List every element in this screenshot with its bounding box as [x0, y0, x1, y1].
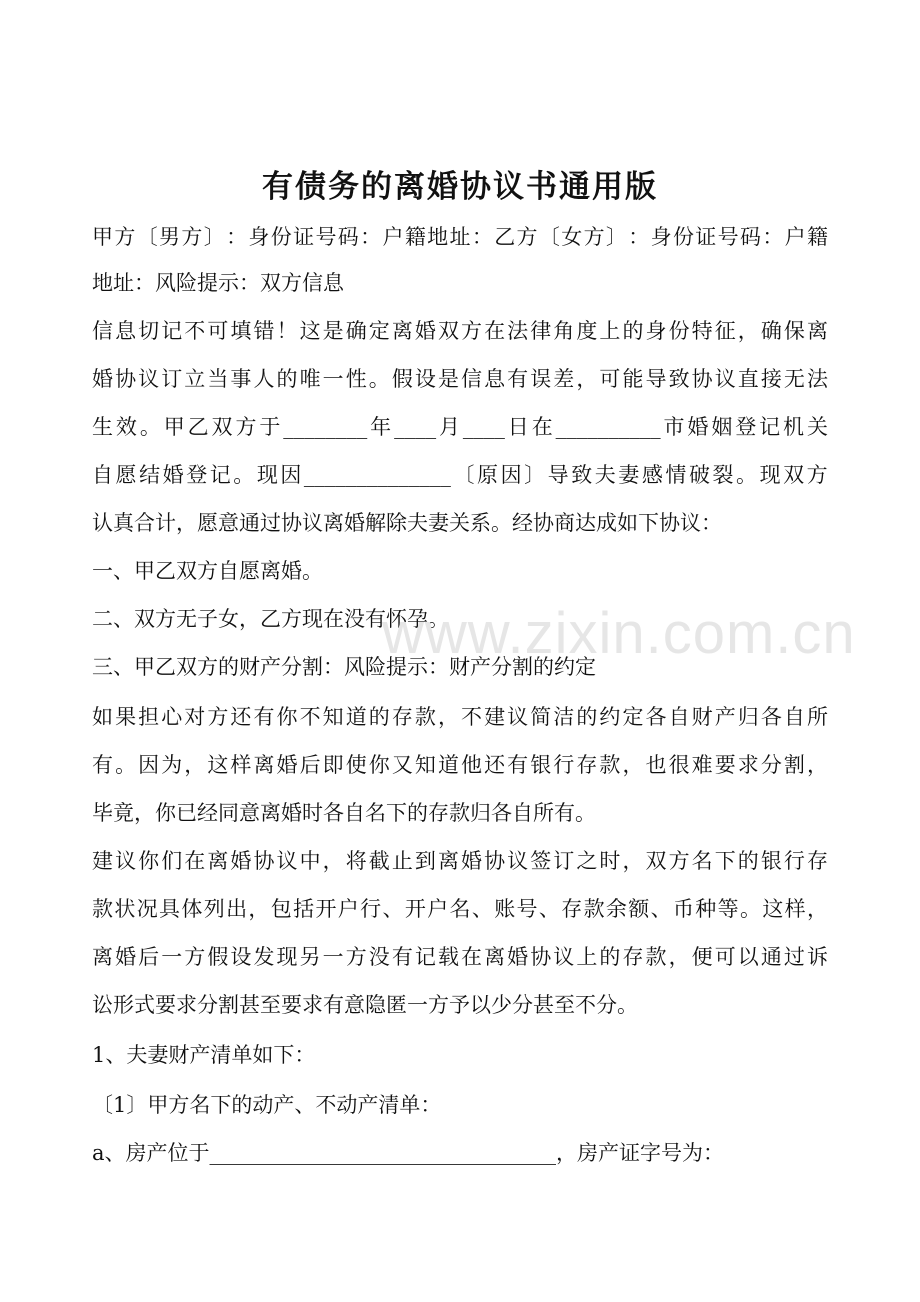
- body-line: 信 息 切 记 不 可 填 错 ！ 这 是 确 定 离 婚 双 方 在 法 律 角 度 上 的 身 份 特 征 ， 确 保 离: [92, 319, 828, 343]
- body-line: 地址：风险提示：双方信息: [92, 271, 344, 295]
- body-line: 毕竟，你已经同意离婚时各自名下的存款归各自所有。: [92, 801, 596, 825]
- body-line: 讼形式要求分割甚至要求有意隐匿一方予以少分甚至不分。: [92, 993, 638, 1017]
- document-title: 有债务的离婚协议书通用版: [262, 169, 658, 205]
- watermark: www.zixin.com.cn: [382, 601, 856, 666]
- body-line: 建 议 你 们 在 离 婚 协 议 中 ， 将 截 止 到 离 婚 协 议 签 订 之 时 ， 双 方 名 下 的 银 行 存: [92, 849, 828, 873]
- body-line: 二、双方无子女，乙方现在没有怀孕。: [92, 607, 449, 631]
- body-line: 认真合计，愿意通过协议离婚解除夫妻关系。经协商达成如下协议：: [92, 511, 722, 535]
- body-line: 款 状 况 具 体 列 出 ， 包 括 开 户 行 、 开 户 名 、 账 号 、 存 款 余 额 、 币 种 等 。 这 样 ，: [92, 897, 828, 921]
- body-line: 1、夫妻财产清单如下：: [92, 1043, 316, 1067]
- body-line: 三、甲乙双方的财产分割：风险提示：财产分割的约定: [92, 655, 596, 679]
- body-line: 自 愿 结 婚 登 记 。 现 因 ______________ 〔 原 因 〕 导 致 夫 妻 感 情 破 裂 。 现 双 方: [92, 463, 828, 487]
- body-line: 〔1〕甲方名下的动产、不动产清单：: [92, 1093, 442, 1117]
- body-line: 甲 方 〔 男 方 〕 ： 身 份 证 号 码 ： 户 籍 地 址 ： 乙 方 〔 女 方 〕 ： 身 份 证 号 码 ： 户 籍: [92, 225, 828, 249]
- body-line: 有 。 因 为 ， 这 样 离 婚 后 即 使 你 又 知 道 他 还 有 银 行 存 款 ， 也 很 难 要 求 分 割 ，: [92, 753, 828, 777]
- body-line: 一、甲乙双方自愿离婚。: [92, 559, 323, 583]
- body-line: 婚 协 议 订 立 当 事 人 的 唯 一 性 。 假 设 是 信 息 有 误 差 ， 可 能 导 致 协 议 直 接 无 法: [92, 367, 828, 391]
- body-line: 离 婚 后 一 方 假 设 发 现 另 一 方 没 有 记 载 在 离 婚 协 议 上 的 存 款 ， 便 可 以 通 过 诉: [92, 945, 828, 969]
- body-line: a、房产位于_________________________________，房产证字号为：: [92, 1141, 725, 1165]
- body-line: 如 果 担 心 对 方 还 有 你 不 知 道 的 存 款 ， 不 建 议 简 洁 的 约 定 各 自 财 产 归 各 自 所: [92, 705, 828, 729]
- body-line: 生 效 。 甲 乙 双 方 于 ________ 年 ____ 月 ____ 日 在 __________ 市 婚 姻 登 记 机 关: [92, 415, 828, 439]
